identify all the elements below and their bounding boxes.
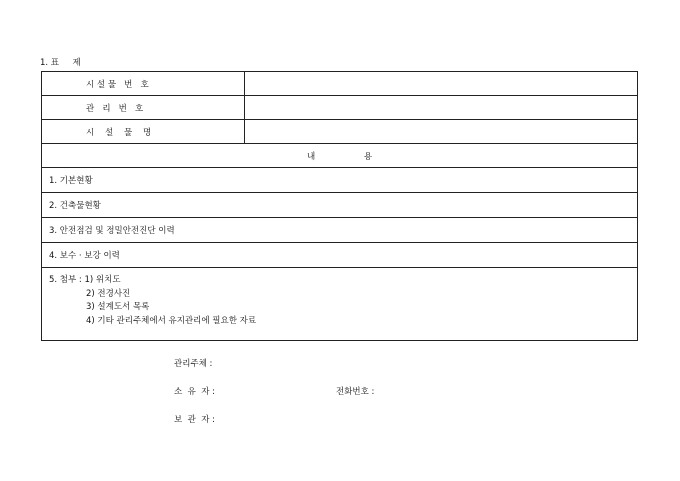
facility-name-label: 시 설 물 명 xyxy=(42,120,245,144)
facility-number-label: 시 설 물 번 호 xyxy=(42,72,245,96)
section-basic-status-row xyxy=(42,168,638,193)
section-repair-history-row xyxy=(42,243,638,268)
management-number-field[interactable] xyxy=(245,96,638,120)
attachment-item: 3) 설계도서 목록 xyxy=(86,302,150,312)
section-attachments-row xyxy=(42,268,638,341)
owner-label: 소 유 자 : xyxy=(174,387,216,397)
section-basic-status: 1. 기본현황 xyxy=(42,168,638,193)
facility-record-form xyxy=(41,71,638,341)
management-number-label: 관 리 번 호 xyxy=(42,96,245,120)
section-repair-history: 4. 보수 · 보강 이력 xyxy=(42,243,638,268)
management-entity-label: 관리주체 : xyxy=(174,359,213,369)
facility-number-field[interactable] xyxy=(245,72,638,96)
content-header: 내 용 xyxy=(42,144,638,168)
phone-label: 전화번호 : xyxy=(336,387,375,397)
section-heading: 1. 표 제 xyxy=(40,58,81,68)
facility-name-row xyxy=(42,120,638,144)
section-inspection-history-row xyxy=(42,218,638,243)
management-number-row xyxy=(42,96,638,120)
facility-name-field[interactable] xyxy=(245,120,638,144)
section-attachments xyxy=(42,268,638,341)
custodian-label: 보 관 자 : xyxy=(174,415,216,425)
attachment-item: 5. 첨부 : 1) 위치도 xyxy=(49,275,121,285)
content-header-row xyxy=(42,144,638,168)
facility-number-row xyxy=(42,72,638,96)
section-inspection-history: 3. 안전점검 및 정밀안전진단 이력 xyxy=(42,218,638,243)
attachment-item: 4) 기타 관리주체에서 유지관리에 필요한 자료 xyxy=(86,315,257,326)
section-building-status-row xyxy=(42,193,638,218)
attachment-item: 2) 전경사진 xyxy=(86,288,131,299)
section-building-status: 2. 건축물현황 xyxy=(42,193,638,218)
